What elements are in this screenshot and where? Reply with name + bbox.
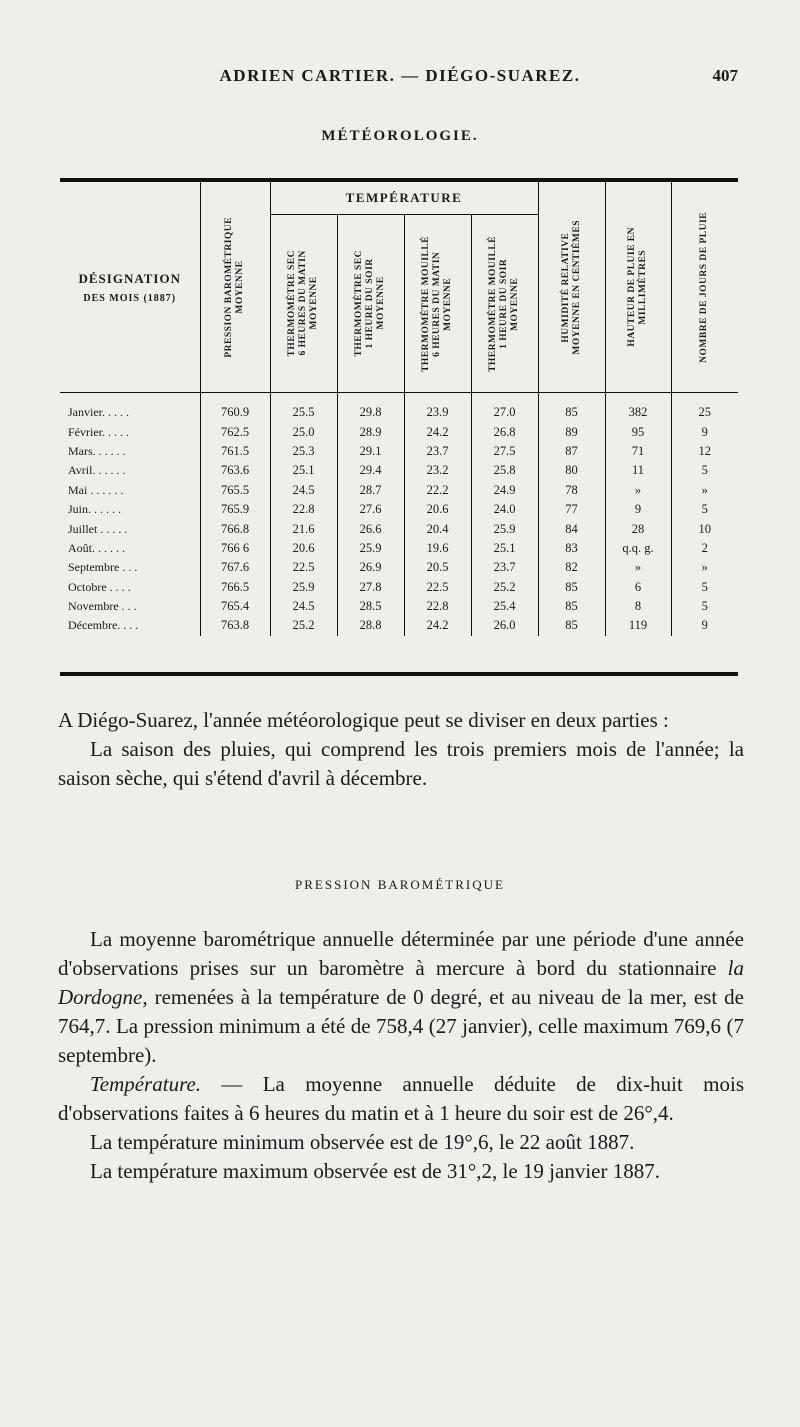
value-cell: 382 bbox=[605, 393, 671, 423]
value-cell: » bbox=[605, 481, 671, 500]
value-cell: » bbox=[671, 481, 738, 500]
month-cell: Octobre . . . . bbox=[68, 579, 131, 594]
month-cell: Janvier. . . . . bbox=[68, 405, 129, 420]
value-cell: 23.7 bbox=[404, 442, 471, 461]
value-cell: 25.9 bbox=[337, 539, 404, 558]
col-header-wet-morning: THERMOMÈTRE MOUILLÉ 6 HEURES DU MATIN MOYENNE bbox=[404, 215, 471, 393]
value-cell: 28 bbox=[605, 519, 671, 538]
table-row bbox=[60, 461, 738, 480]
value-cell: 22.8 bbox=[270, 500, 337, 519]
paragraph-4: Température. — La moyenne annuelle déduite de dix-huit mois d'observations faites à 6 heures du matin et à 1 heure du soir est de 26°,4. bbox=[58, 1072, 744, 1125]
month-cell: Décembre. . . . bbox=[68, 618, 139, 633]
table-row bbox=[60, 422, 738, 441]
table-row bbox=[60, 442, 738, 461]
value-cell: 766.8 bbox=[200, 519, 270, 538]
value-cell: 767.6 bbox=[200, 558, 270, 577]
value-cell: 25.9 bbox=[471, 519, 538, 538]
value-cell: 24.0 bbox=[471, 500, 538, 519]
value-cell: 27.5 bbox=[471, 442, 538, 461]
value-cell: 766.5 bbox=[200, 578, 270, 597]
value-cell: 26.0 bbox=[471, 616, 538, 635]
value-cell: 26.8 bbox=[471, 422, 538, 441]
value-cell: 10 bbox=[671, 519, 738, 538]
month-cell: Septembre . . . bbox=[68, 560, 138, 575]
body-text bbox=[58, 925, 744, 1186]
value-cell: 29.4 bbox=[337, 461, 404, 480]
paragraph-3: La moyenne barométrique annuelle déterminée par une période d'une année d'observations prises sur un baromètre à mercure à bord du stationnaire la Dordogne, remenées à la température de 0 degré, et au niveau de la mer, est de 764,7. La pression minimum a été de 758,4 (27 janvier), celle maximum 769,6 (7 septembre). bbox=[58, 927, 744, 1067]
month-cell: Novembre . . . bbox=[68, 599, 137, 614]
value-cell: 9 bbox=[671, 616, 738, 635]
value-cell: 27.0 bbox=[471, 393, 538, 423]
value-cell: 25.5 bbox=[270, 393, 337, 423]
month-cell: Août. . . . . . bbox=[68, 540, 125, 555]
col-header-humidity: HUMIDITÉ RELATIVE MOYENNE EN CENTIÈMES bbox=[538, 182, 605, 393]
table-row bbox=[60, 481, 738, 500]
value-cell: 761.5 bbox=[200, 442, 270, 461]
value-cell: 26.6 bbox=[337, 519, 404, 538]
value-cell: 22.5 bbox=[404, 578, 471, 597]
table-row bbox=[60, 519, 738, 538]
paragraph-2: La saison des pluies, qui comprend les trois premiers mois de l'année; la saison sèche, qui s'étend d'avril à décembre. bbox=[58, 737, 744, 790]
value-cell: 760.9 bbox=[200, 393, 270, 423]
value-cell: 25.2 bbox=[471, 578, 538, 597]
value-cell: 22.2 bbox=[404, 481, 471, 500]
table-row bbox=[60, 558, 738, 577]
value-cell: 25.2 bbox=[270, 616, 337, 635]
temperature-header: TEMPÉRATURE bbox=[270, 182, 538, 215]
col-header-pressure: PRESSION BAROMÉTRIQUE MOYENNE bbox=[200, 182, 270, 393]
col-header-dry-evening: THERMOMÈTRE SEC 1 HEURE DU SOIR MOYENNE bbox=[337, 215, 404, 393]
value-cell: 20.4 bbox=[404, 519, 471, 538]
value-cell: 85 bbox=[538, 616, 605, 635]
value-cell: 11 bbox=[605, 461, 671, 480]
value-cell: 28.9 bbox=[337, 422, 404, 441]
value-cell: 763.6 bbox=[200, 461, 270, 480]
paragraph-5: La température minimum observée est de 19°,6, le 22 août 1887. bbox=[90, 1130, 635, 1154]
value-cell: 80 bbox=[538, 461, 605, 480]
value-cell: 9 bbox=[671, 422, 738, 441]
value-cell: 5 bbox=[671, 578, 738, 597]
intro-text bbox=[58, 706, 744, 793]
value-cell: q.q. g. bbox=[605, 539, 671, 558]
value-cell: 21.6 bbox=[270, 519, 337, 538]
table-body bbox=[60, 393, 738, 636]
value-cell: 25.8 bbox=[471, 461, 538, 480]
value-cell: 26.9 bbox=[337, 558, 404, 577]
value-cell: 27.6 bbox=[337, 500, 404, 519]
running-head bbox=[0, 66, 800, 96]
value-cell: 24.2 bbox=[404, 422, 471, 441]
value-cell: 24.5 bbox=[270, 597, 337, 616]
month-cell: Juillet . . . . . bbox=[68, 521, 128, 536]
designation-label: DÉSIGNATION bbox=[78, 270, 181, 286]
value-cell: 22.5 bbox=[270, 558, 337, 577]
value-cell: 85 bbox=[538, 597, 605, 616]
value-cell: 23.9 bbox=[404, 393, 471, 423]
value-cell: 762.5 bbox=[200, 422, 270, 441]
table-row bbox=[60, 500, 738, 519]
value-cell: 765.4 bbox=[200, 597, 270, 616]
value-cell: 83 bbox=[538, 539, 605, 558]
value-cell: 19.6 bbox=[404, 539, 471, 558]
value-cell: » bbox=[605, 558, 671, 577]
ship-name: la Dordogne bbox=[58, 956, 744, 1009]
table-row bbox=[60, 393, 738, 423]
value-cell: 29.8 bbox=[337, 393, 404, 423]
value-cell: 5 bbox=[671, 500, 738, 519]
value-cell: 28.7 bbox=[337, 481, 404, 500]
meteorology-table bbox=[60, 178, 738, 676]
table-row bbox=[60, 616, 738, 635]
value-cell: 85 bbox=[538, 393, 605, 423]
designation-sub: DES MOIS (1887) bbox=[83, 292, 177, 304]
page-number: 407 bbox=[712, 66, 738, 85]
paragraph-1: A Diégo-Suarez, l'année météorologique peut se diviser en deux parties : bbox=[58, 708, 669, 732]
col-header-wet-evening: THERMOMÈTRE MOUILLÉ 1 HEURE DU SOIR MOYENNE bbox=[471, 215, 538, 393]
table-row bbox=[60, 597, 738, 616]
value-cell: 84 bbox=[538, 519, 605, 538]
value-cell: 22.8 bbox=[404, 597, 471, 616]
value-cell: 78 bbox=[538, 481, 605, 500]
value-cell: 25.1 bbox=[270, 461, 337, 480]
data-table bbox=[60, 182, 738, 636]
paragraph-6: La température maximum observée est de 31°,2, le 19 janvier 1887. bbox=[90, 1159, 660, 1183]
table-row bbox=[60, 578, 738, 597]
section-title: MÉTÉOROLOGIE. bbox=[321, 128, 479, 144]
temperature-label: Température. bbox=[90, 1072, 202, 1096]
designation-header bbox=[60, 182, 200, 393]
subsection-title: PRESSION BAROMÉTRIQUE bbox=[295, 877, 505, 892]
month-cell: Juin. . . . . . bbox=[68, 502, 122, 517]
month-cell: Avril. . . . . . bbox=[68, 463, 126, 478]
running-title: ADRIEN CARTIER. — DIÉGO-SUAREZ. bbox=[219, 66, 581, 85]
value-cell: 2 bbox=[671, 539, 738, 558]
value-cell: 28.5 bbox=[337, 597, 404, 616]
value-cell: 765.5 bbox=[200, 481, 270, 500]
value-cell: 25.4 bbox=[471, 597, 538, 616]
value-cell: 25.1 bbox=[471, 539, 538, 558]
table-row bbox=[60, 539, 738, 558]
value-cell: 24.5 bbox=[270, 481, 337, 500]
month-cell: Mars. . . . . . bbox=[68, 443, 126, 458]
value-cell: 85 bbox=[538, 578, 605, 597]
col-header-rain-height: HAUTEUR DE PLUIE EN MILLIMÈTRES bbox=[605, 182, 671, 393]
value-cell: 6 bbox=[605, 578, 671, 597]
value-cell: 25 bbox=[671, 393, 738, 423]
value-cell: 27.8 bbox=[337, 578, 404, 597]
value-cell: 119 bbox=[605, 616, 671, 635]
month-cell: Mai . . . . . . bbox=[68, 482, 124, 497]
value-cell: 23.2 bbox=[404, 461, 471, 480]
col-header-dry-morning: THERMOMÈTRE SEC 6 HEURES DU MATIN MOYENNE bbox=[270, 215, 337, 393]
value-cell: 20.5 bbox=[404, 558, 471, 577]
value-cell: 20.6 bbox=[270, 539, 337, 558]
value-cell: 12 bbox=[671, 442, 738, 461]
value-cell: 9 bbox=[605, 500, 671, 519]
value-cell: 766 6 bbox=[200, 539, 270, 558]
value-cell: 24.2 bbox=[404, 616, 471, 635]
value-cell: 5 bbox=[671, 597, 738, 616]
value-cell: 28.8 bbox=[337, 616, 404, 635]
value-cell: 765.9 bbox=[200, 500, 270, 519]
value-cell: 763.8 bbox=[200, 616, 270, 635]
value-cell: » bbox=[671, 558, 738, 577]
value-cell: 24.9 bbox=[471, 481, 538, 500]
value-cell: 77 bbox=[538, 500, 605, 519]
value-cell: 8 bbox=[605, 597, 671, 616]
value-cell: 29.1 bbox=[337, 442, 404, 461]
month-cell: Février. . . . . bbox=[68, 424, 129, 439]
value-cell: 82 bbox=[538, 558, 605, 577]
col-header-rain-days: NOMBRE DE JOURS DE PLUIE bbox=[671, 182, 738, 393]
value-cell: 89 bbox=[538, 422, 605, 441]
value-cell: 87 bbox=[538, 442, 605, 461]
value-cell: 25.9 bbox=[270, 578, 337, 597]
value-cell: 71 bbox=[605, 442, 671, 461]
value-cell: 25.0 bbox=[270, 422, 337, 441]
value-cell: 95 bbox=[605, 422, 671, 441]
value-cell: 23.7 bbox=[471, 558, 538, 577]
value-cell: 5 bbox=[671, 461, 738, 480]
value-cell: 25.3 bbox=[270, 442, 337, 461]
value-cell: 20.6 bbox=[404, 500, 471, 519]
